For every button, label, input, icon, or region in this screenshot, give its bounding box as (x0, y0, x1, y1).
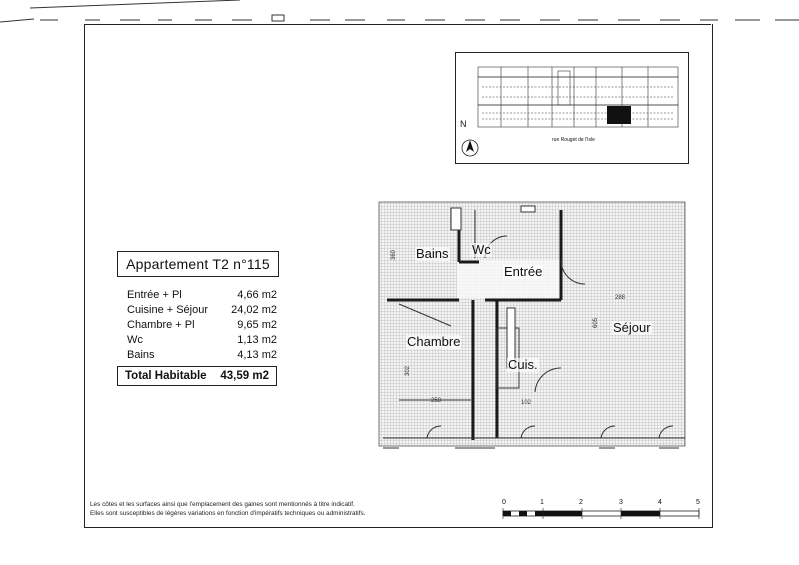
locator-plan (455, 52, 689, 164)
scale-tick-2: 2 (579, 499, 583, 506)
area-row-entree: Entrée + Pl 4,66 m2 (127, 289, 277, 301)
total-value: 43,59 m2 (220, 370, 269, 382)
total-habitable (117, 366, 277, 386)
dim-605: 605 (593, 317, 600, 329)
north-arrow-icon (462, 140, 478, 156)
dim-102: 102 (521, 400, 532, 406)
room-label-chambre: Chambre (407, 334, 461, 349)
north-label: N (460, 119, 467, 129)
floor-plan (375, 200, 687, 455)
area-row-chambre: Chambre + Pl 9,65 m2 (127, 319, 277, 331)
dim-258: 258 (431, 398, 442, 404)
scale-tick-3: 3 (619, 499, 623, 506)
room-label-cuis: Cuis. (508, 357, 538, 372)
scale-bar (499, 499, 704, 521)
scale-bar-graphic (499, 508, 704, 520)
room-label-wc: Wc (472, 242, 491, 257)
dim-360: 360 (391, 249, 398, 261)
room-label-sejour: Séjour (613, 320, 651, 335)
dim-302: 302 (405, 365, 412, 377)
street-name: rue Rouget de l'Isle (552, 137, 595, 143)
scale-tick-0: 0 (502, 499, 506, 506)
room-label-entree: Entrée (504, 264, 543, 279)
scale-tick-4: 4 (658, 499, 662, 506)
disclaimer-note (90, 500, 450, 518)
scale-tick-1: 1 (540, 499, 544, 506)
room-label-bains: Bains (416, 246, 449, 261)
locator-building-drawing (456, 53, 688, 163)
disclaimer-line-1: Les côtes et les surfaces ainsi que l'emplacement des gaines sont mentionnés à titre indicatif. (90, 501, 355, 508)
disclaimer-line-2: Elles sont susceptibles de légères variations en fonction d'impératifs techniques ou administratifs. (90, 510, 366, 517)
room-area-list (127, 288, 287, 363)
area-row-wc: Wc 1,13 m2 (127, 334, 277, 346)
dim-288: 288 (615, 295, 626, 301)
apartment-title: Appartement T2 n°115 (117, 251, 279, 277)
total-label: Total Habitable (125, 370, 207, 382)
scale-tick-5: 5 (696, 499, 700, 506)
area-row-bains: Bains 4,13 m2 (127, 349, 277, 361)
area-row-cuisine-sejour: Cuisine + Séjour 24,02 m2 (127, 304, 277, 316)
